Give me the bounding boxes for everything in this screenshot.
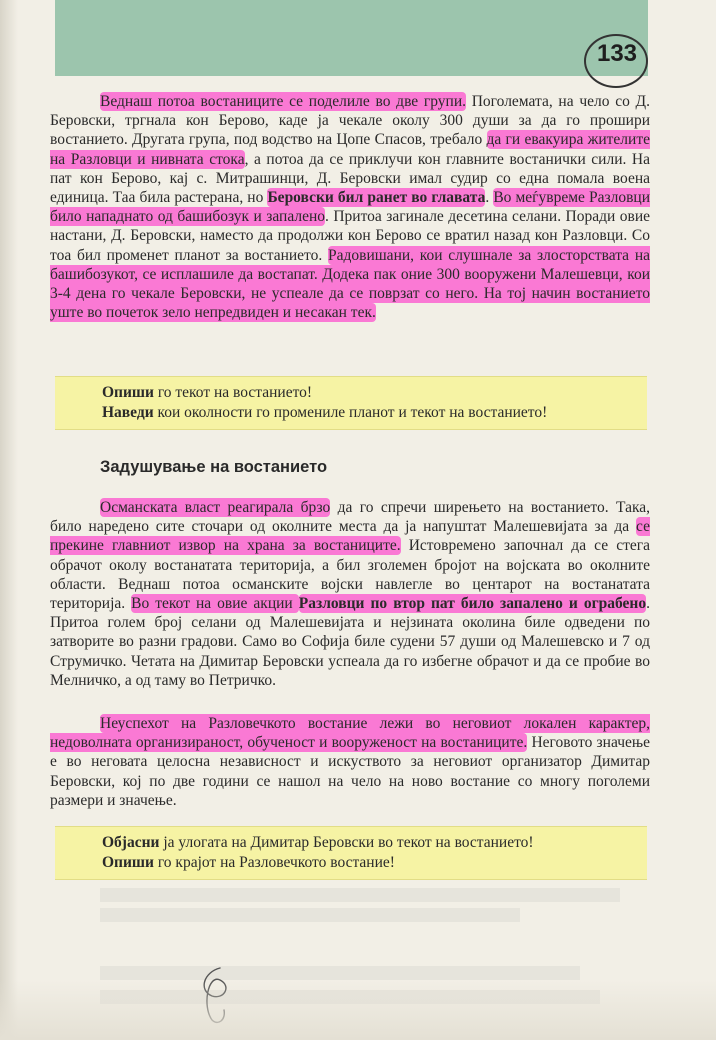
task-text: кои околности го промениле планот и текот на востанието! [153,404,548,421]
page-bottom-shadow [0,980,716,1040]
highlight-text: Радовишани, кои слушнале за злосторствата на башибозукот, се исплашиле да востапат. Додека пак оние 300 вооружени Малешевци, кои 3-4 дена го чекале Беровски, не успеале да се поврзат со него. На тој начин востанието уште во почеток зело непредвиден и несакан тек. [50,246,650,322]
task-text: го текот на востанието! [153,384,313,401]
highlight-text: да ги евакуира жителите на Разловци и нивната стока [50,131,650,168]
highlight-text: Османската власт реагирала брзо [100,499,331,516]
task-line [102,853,647,873]
highlight-text: Во меѓувреме Разловци било нападнато од башибозук и запалено [50,189,651,226]
body-text: Истовремено започнал да се стега обрачот околу востанатата територија, а бил зголемен бројот на војската во околните области. Веднаш потоа османските војски навлегле во центарот на востанатата територија. [50,537,650,613]
task-text: ја улогата на Димитар Беровски во текот на востанието! [159,834,534,851]
task-verb: Објасни [102,834,160,851]
highlight-text: Веднаш потоа востаниците се поделиле во две групи. [100,93,467,110]
show-through-text [100,966,580,980]
task-verb: Опиши [102,854,154,871]
highlight-text: се прекине главниот извор на храна за востаниците. [50,518,650,555]
section1-paragraph [50,92,650,322]
highlight-text: Беровски бил ранет во главата [267,189,486,207]
body-text: . [485,189,494,207]
body-text: Неговото значење е во неговата целосна независност и искуството за неговиот организатор Димитар Беровски, кој по две години се нашол на чело на ново востание со многу поголеми размери и значење. [50,734,650,809]
task-verb: Наведи [102,404,154,421]
task-line [102,833,647,853]
task-text: го крајот на Разловечкото востание! [153,854,395,871]
page-edge-shadow [0,0,18,1040]
body-text: , а потоа да се приклучи кон главните востанички сили. На пат кон Берово, кај с. Митрашинци, Д. Беровски имал судир со една помала воена единица. Таа била растерана, но [50,150,650,207]
show-through-text [100,908,520,922]
body-text: . Притоа загинале десетина селани. Поради овие настани, Д. Беровски, наместо да продолжи кон Берово се вратил назад кон Разловци. Со тоа бил променет планот за востанието. [50,208,650,264]
page-number: 133 [596,40,638,67]
body-text: Поголемата, на чело со Д. Беровски, тргнала кон Берово, каде ја чекале околу 300 души за да го прошири востанието. Другата група, под водство на Цопе Спасов, требало [50,93,650,149]
section2-paragraph-2 [50,714,650,810]
body-text: да го спречи ширењето на востанието. Така, било наредено сите сточари од околните места да ја напуштат Малешевијата за да [50,499,650,536]
task-verb: Опиши [102,384,154,401]
section-heading: Задушување на востанието [100,458,328,476]
body-text: . Притоа голем број селани од Малешевијата и нејзината околина биле одведени по затворите во разни градови. Само во Софија биле судени 57 души од Малешевско и 7 од Струмичко. Четата на Димитар Беровски успеала да го избегне обрачот и да се пробие во Мелничко, а од таму во Петричко. [50,595,650,689]
highlight-text: Неуспехот на Разловечкото востание лежи во неговиот локален карактер, недоволната организираност, обученост и вооруженост на востаниците. [50,715,650,752]
highlight-text: Разловци по втор пат било запалено и ограбено [298,595,647,613]
task-line [102,403,647,423]
section2-paragraph-1 [50,498,650,690]
show-through-text [100,888,620,902]
task-line [102,383,647,403]
header-band [55,0,648,76]
highlight-text: Во текот на овие акции [131,595,299,613]
task-box-1 [55,376,647,430]
task-box-2 [55,826,647,880]
